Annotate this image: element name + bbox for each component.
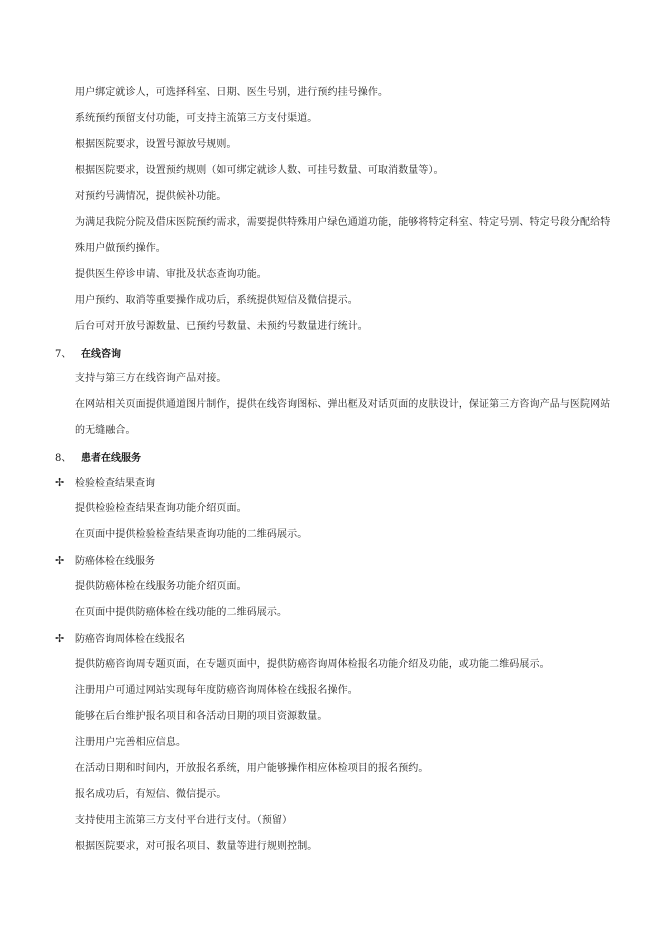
body-line: 用户预约、取消等重要操作成功后，系统提供短信及微信提示。 [75, 295, 358, 306]
bullet-title: 防癌体检在线服务 [75, 556, 155, 567]
body-line: 在页面中提供防癌体检在线功能的二维码展示。 [75, 607, 288, 618]
body-line: 在页面中提供检验检查结果查询功能的二维码展示。 [75, 529, 308, 540]
body-line: 用户绑定就诊人，可选择科室、日期、医生号别，进行预约挂号操作。 [75, 87, 389, 98]
bullet-item [55, 554, 155, 569]
bullet-cross-icon: ✢ [55, 554, 65, 567]
bullet-item [55, 476, 155, 491]
body-line: 注册用户完善相应信息。 [75, 737, 187, 748]
section-title: 在线咨询 [81, 349, 121, 360]
body-line: 提供医生停诊申请、审批及状态查询功能。 [75, 269, 267, 280]
section-number: 7、 [55, 349, 72, 360]
body-line: 根据医院要求，对可报名项目、数量等进行规则控制。 [75, 841, 318, 852]
body-line: 报名成功后，有短信、微信提示。 [75, 789, 227, 800]
body-line: 注册用户可通过网站实现每年度防癌咨询周体检在线报名操作。 [75, 685, 358, 696]
bullet-item [55, 632, 185, 647]
body-line: 支持与第三方在线咨询产品对接。 [75, 373, 227, 384]
body-line: 系统预约预留支付功能，可支持主流第三方支付渠道。 [75, 113, 318, 124]
body-line: 殊用户做预约操作。 [75, 243, 166, 254]
bullet-cross-icon: ✢ [55, 632, 65, 645]
body-line: 提供防癌体检在线服务功能介绍页面。 [75, 581, 247, 592]
section-number: 8、 [55, 453, 72, 464]
body-line: 支持使用主流第三方支付平台进行支付。（预留） [75, 815, 293, 826]
body-line: 的无缝融合。 [75, 425, 136, 436]
body-line: 能够在后台维护报名项目和各活动日期的项目资源数量。 [75, 711, 328, 722]
body-line: 对预约号满情况，提供候补功能。 [75, 191, 227, 202]
body-line: 提供防癌咨询周专题页面，在专题页面中，提供防癌咨询周体检报名功能介绍及功能，或功能二维码展示。 [75, 659, 550, 670]
bullet-title: 检验检查结果查询 [75, 478, 155, 489]
body-line: 为满足我院分院及借床医院预约需求，需要提供特殊用户绿色通道功能，能够将特定科室、特定号别、特定号段分配给特 [75, 217, 611, 228]
section-title: 患者在线服务 [81, 453, 141, 464]
body-line: 在活动日期和时间内，开放报名系统，用户能够操作相应体检项目的报名预约。 [75, 763, 429, 774]
bullet-cross-icon: ✢ [55, 476, 65, 489]
section-heading-7 [55, 348, 121, 362]
body-line: 后台可对开放号源数量、已预约号数量、未预约号数量进行统计。 [75, 321, 368, 332]
body-line: 提供检验检查结果查询功能介绍页面。 [75, 503, 247, 514]
body-line: 根据医院要求，设置预约规则（如可绑定就诊人数、可挂号数量、可取消数量等）。 [75, 165, 444, 176]
body-line: 在网站相关页面提供通道图片制作，提供在线咨询图标、弹出框及对话页面的皮肤设计，保证第三方咨询产品与医院网站 [75, 399, 611, 410]
bullet-title: 防癌咨询周体检在线报名 [75, 634, 185, 645]
section-heading-8 [55, 452, 141, 466]
body-line: 根据医院要求，设置号源放号规则。 [75, 139, 237, 150]
